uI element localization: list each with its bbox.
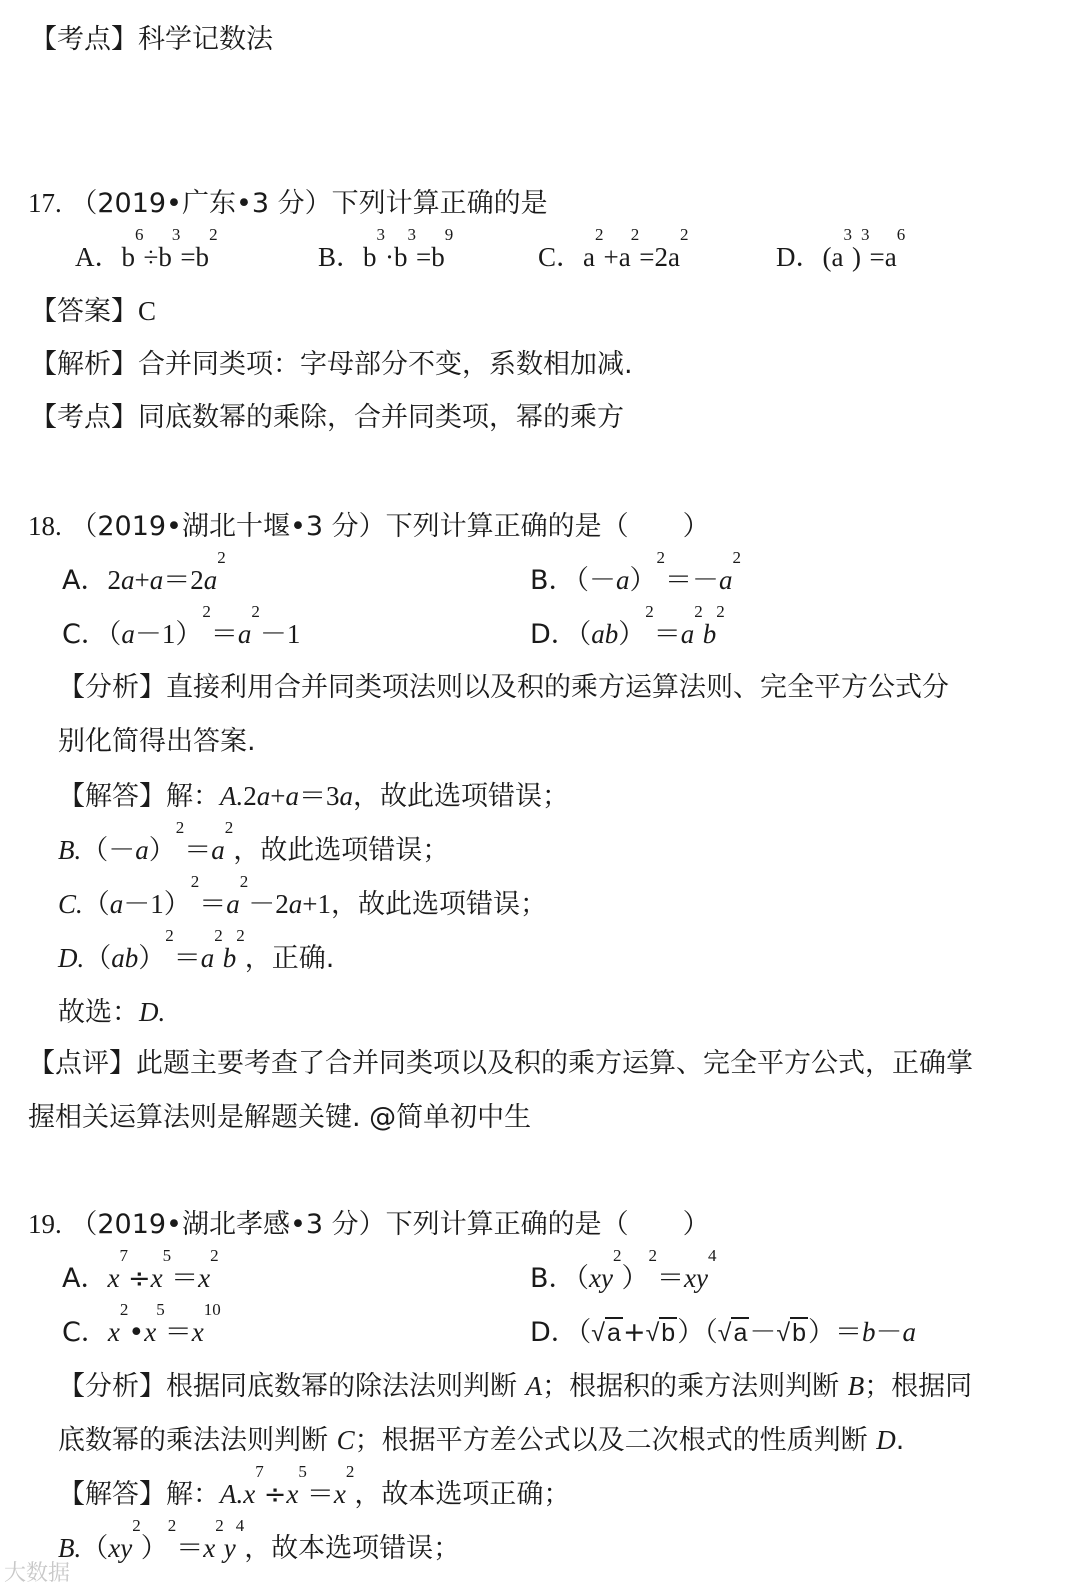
q18-dianping-line1: 【点评】此题主要考查了合并同类项以及积的乘方运算、完全平方公式，正确掌	[28, 1048, 973, 1079]
q17-option-c: C．$a^2+a^2=2a^2$	[538, 225, 689, 272]
q19-jieda-a: 【解答】解：$A.x^7\div x^5=x^2$，故本选项正确；	[58, 1462, 571, 1510]
watermark: 大数据	[4, 1561, 71, 1586]
q17-kaodian: 【考点】同底数幂的乘除，合并同类项，幂的乘方	[30, 402, 624, 433]
q18-guxuan: 故选：D.	[58, 997, 166, 1028]
q18-jieda-b: $B.(-a)^2=a^2$，故此选项错误；	[58, 818, 450, 866]
q18-jieda-d: $D.(ab)^2=a^2b^2$，正确.	[58, 926, 335, 974]
q17-option-a: A．$b^6\div b^3=b^2$	[75, 225, 218, 272]
q18-stem: 18. （2019•湖北十堰•3 分）下列计算正确的是（ ）	[28, 511, 710, 542]
q18-dianping-line2: 握相关运算法则是解题关键. @简单初中生	[28, 1102, 532, 1133]
top-kaodian: 【考点】科学记数法	[30, 24, 273, 55]
q18-fenxi-line1: 【分析】直接利用合并同类项法则以及积的乘方运算法则、完全平方公式分	[58, 672, 949, 703]
q17-option-b: B．$b^3\cdot b^3=b^9$	[318, 225, 454, 272]
q19-option-d: D．（√a+√b）（√a－√b）＝b－a	[530, 1317, 916, 1348]
q19-option-b: B．$(xy^2)^2=xy^4$	[530, 1246, 717, 1294]
q18-option-d: D．$(ab)^2=a^2b^2$	[530, 602, 725, 650]
q17-analysis: 【解析】合并同类项：字母部分不变，系数相加减.	[30, 349, 633, 380]
q17-stem: 17. （2019•广东•3 分）下列计算正确的是	[28, 188, 548, 219]
q18-option-b: B．$(-a)^2=-a^2$	[530, 548, 742, 596]
q19-option-a: A．$x^7\div x^5=x^2$	[62, 1246, 219, 1294]
q18-jieda-c: $C.(a-1)^2=a^2-2a+1$，故此选项错误；	[58, 872, 547, 920]
q17-option-d: D．$(a^3)^3=a^6$	[776, 225, 906, 272]
q18-fenxi-line2: 别化简得出答案.	[58, 726, 256, 757]
q17-answer: 【答案】C	[30, 296, 157, 327]
q19-fenxi-line1: 【分析】根据同底数幂的除法法则判断 A；根据积的乘方法则判断 B；根据同	[58, 1371, 973, 1402]
q18-jieda-a: 【解答】解：A.2a+a＝3a，故此选项错误；	[58, 781, 569, 812]
q19-jieda-b: $B.(xy^2)^2=x^2y^4$，故本选项错误；	[58, 1516, 461, 1564]
q18-option-c: C．$(a-1)^2=a^2-1$	[62, 602, 301, 650]
q19-stem: 19. （2019•湖北孝感•3 分）下列计算正确的是（ ）	[28, 1209, 710, 1240]
q18-option-a: A．$2a+a=2a^2$	[62, 548, 226, 596]
q19-fenxi-line2: 底数幂的乘法法则判断 C；根据平方差公式以及二次根式的性质判断 D.	[58, 1425, 905, 1456]
q19-option-c: C．$x^2•x^5=x^{10}$	[62, 1300, 221, 1348]
